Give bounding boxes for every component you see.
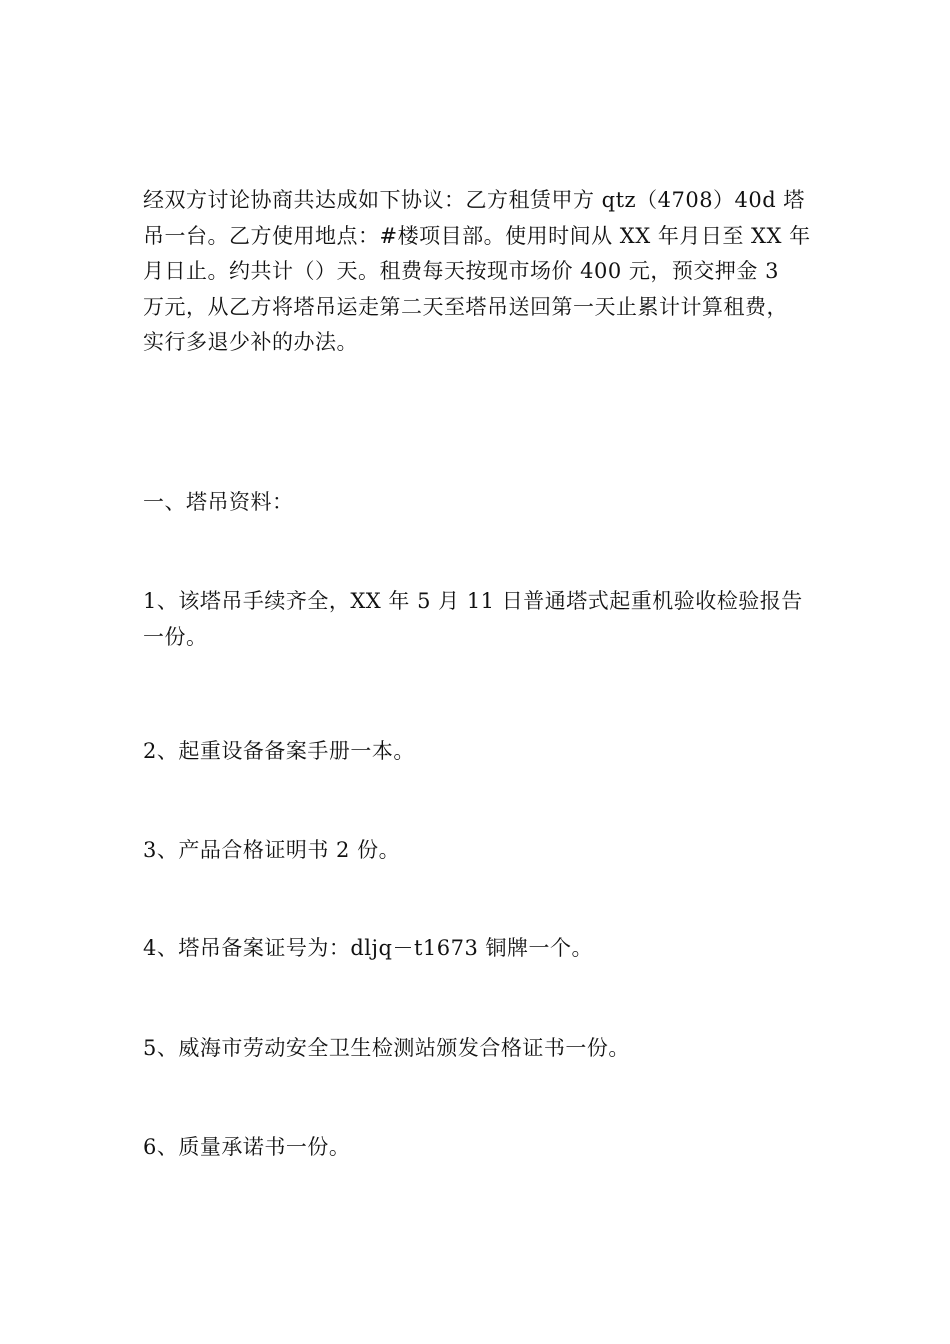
intro-line: 经双方讨论协商共达成如下协议：乙方租赁甲方 qtz（4708）40d 塔 xyxy=(143,188,805,212)
intro-line: 实行多退少补的办法。 xyxy=(143,330,358,354)
intro-line: 月日止。约共计（）天。租费每天按现市场价 400 元，预交押金 3 xyxy=(143,259,779,283)
list-item-2 xyxy=(143,734,823,770)
intro-line: 万元，从乙方将塔吊运走第二天至塔吊送回第一天止累计计算租费， xyxy=(143,294,788,319)
list-item-1 xyxy=(143,584,823,655)
list-item-line: 一份。 xyxy=(143,624,208,649)
list-item-line: 3、产品合格证明书 2 份。 xyxy=(143,838,401,862)
list-item-line: 5、威海市劳动安全卫生检测站颁发合格证书一份。 xyxy=(143,1036,630,1060)
intro-paragraph xyxy=(143,183,811,361)
list-item-3 xyxy=(143,833,823,869)
list-item-line: 6、质量承诺书一份。 xyxy=(143,1135,351,1159)
list-item-4 xyxy=(143,931,823,967)
list-item-line: 1、该塔吊手续齐全，XX 年 5 月 11 日普通塔式起重机验收检验报告 xyxy=(143,589,803,613)
intro-line: 吊一台。乙方使用地点：#楼项目部。使用时间从 XX 年月日至 XX 年 xyxy=(143,223,811,248)
section-heading-text: 一、塔吊资料： xyxy=(143,490,294,514)
list-item-line: 4、塔吊备案证号为：dljq－t1673 铜牌一个。 xyxy=(143,936,594,960)
list-item-line: 2、起重设备备案手册一本。 xyxy=(143,739,415,763)
list-item-5 xyxy=(143,1031,823,1067)
list-item-6 xyxy=(143,1130,823,1166)
section-heading xyxy=(143,485,823,521)
